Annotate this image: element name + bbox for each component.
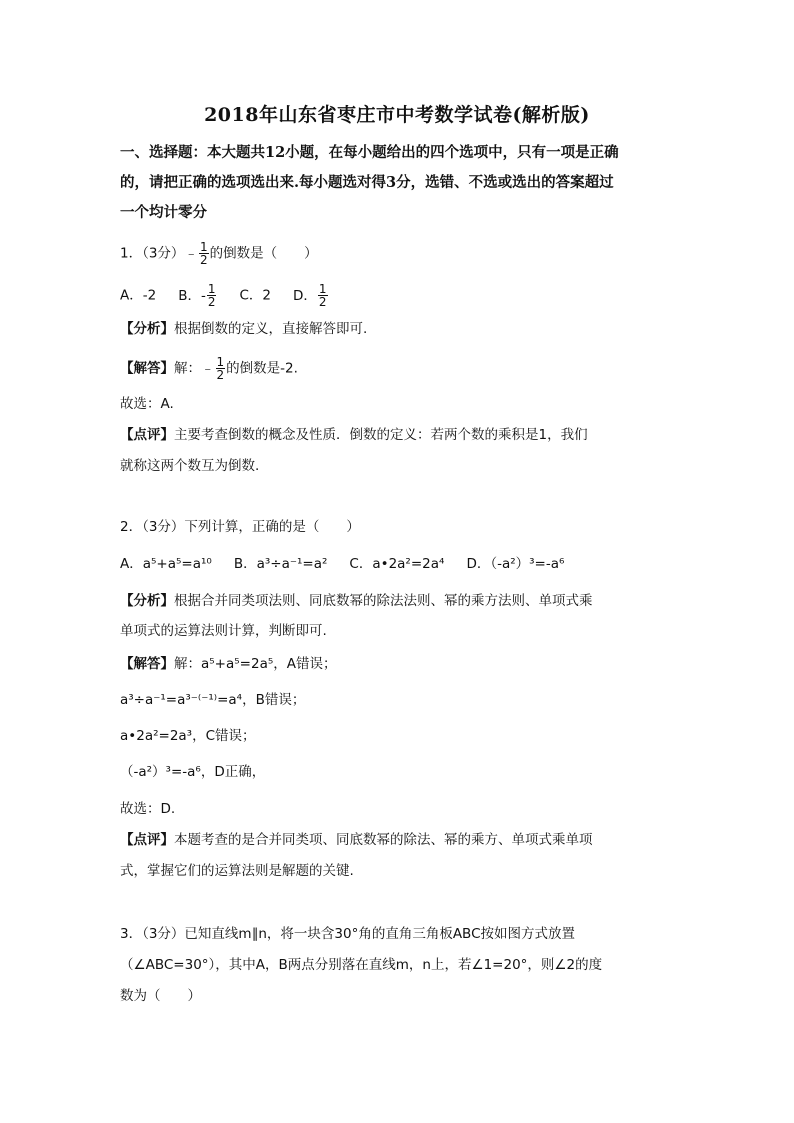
option-d-label: D． [293,287,317,304]
option-d [293,282,329,309]
fraction-denominator: 2 [216,368,225,382]
q1-comment-line-2: 就称这两个数互为倒数. [120,458,260,474]
q2-analysis-line-2: 单项式的运算法则计算，判断即可. [120,623,327,639]
question-1-stem [120,241,318,266]
fraction-denominator: 2 [318,295,327,309]
option-b: B．a³÷a⁻¹=a² [233,556,328,572]
analysis-text: 根据倒数的定义，直接解答即可. [174,321,368,337]
q2-choice: 故选：D. [120,801,176,817]
q1-comment [120,425,588,445]
page-title: 2018年山东省枣庄市中考数学试卷(解析版) [204,104,590,126]
fraction-numerator: 1 [199,240,208,254]
question-3-stem-line-2: （∠ABC=30°），其中A，B两点分别落在直线m，n上，若∠1=20°，则∠2的度 [120,957,603,973]
minus-sign: ﹣ [184,245,198,262]
q2-answer-line-2: a³÷a⁻¹=a³⁻⁽⁻¹⁾=a⁴，B错误； [120,692,306,708]
analysis-text: 根据合并同类项法则、同底数幂的除法法则、幂的乘方法则、单项式乘 [174,593,593,609]
option-a: A．-2 [120,287,157,304]
section-heading-line: 一个均计零分 [120,204,207,221]
q2-comment-line-2: 式，掌握它们的运算法则是解题的关键. [120,863,354,879]
fraction [199,241,209,266]
option-c: C．2 [239,287,271,304]
q2-answer-line-3: a•2a²=2a³，C错误； [120,728,256,744]
fraction-numerator: 1 [207,282,216,296]
analysis-tag: 【分析】 [120,593,174,609]
fraction [216,356,226,381]
q2-comment [120,830,593,850]
q2-answer-line-4: （-a²）³=-a⁶，D正确， [120,764,266,780]
question-2-stem: 2．（3分）下列计算，正确的是（ ） [120,519,360,535]
section-heading-line: 一、选择题：本大题共12小题，在每小题给出的四个选项中，只有一项是正确 [120,144,619,161]
fraction [207,283,217,308]
q1-choice: 故选：A. [120,396,174,412]
analysis-tag: 【分析】 [120,321,174,337]
answer-text: 解：﹣ [174,360,215,377]
option-c: C．a•2a²=2a⁴ [349,556,445,572]
answer-tag: 【解答】 [120,656,174,672]
fraction-denominator: 2 [199,253,208,267]
question-3-stem: 3．（3分）已知直线m∥n，将一块含30°角的直角三角板ABC按如图方式放置 [120,926,575,942]
section-heading-line: 的，请把正确的选项选出来.每小题选对得3分，选错、不选或选出的答案超过 [120,174,614,191]
q1-answer [120,356,298,381]
comment-text: 本题考查的是合并同类项、同底数幂的除法、幂的乘方、单项式乘单项 [174,832,593,848]
question-1-options [120,283,329,308]
q2-answer [120,654,337,674]
comment-text: 主要考查倒数的概念及性质．倒数的定义：若两个数的乘积是1，我们 [174,427,588,443]
question-3-stem-line-3: 数为（ ） [120,988,201,1004]
section-heading [120,138,680,228]
question-2-options [120,554,564,574]
fraction-numerator: 1 [216,355,225,369]
fraction-numerator: 1 [318,282,327,296]
option-a: A．a⁵+a⁵=a¹⁰ [120,556,212,572]
fraction-denominator: 2 [207,295,216,309]
fraction [318,283,328,308]
q1-analysis [120,319,367,339]
answer-tag: 【解答】 [120,360,174,377]
answer-text: 的倒数是-2. [226,360,298,377]
comment-tag: 【点评】 [120,427,174,443]
question-number: 1．（3分） [120,245,185,262]
comment-tag: 【点评】 [120,832,174,848]
option-b-label: B．- [178,287,206,304]
option-b [178,282,217,309]
answer-text: 解：a⁵+a⁵=2a⁵，A错误； [174,656,337,672]
question-text: 的倒数是（ ） [209,245,318,262]
q2-analysis [120,591,593,611]
option-d: D．（-a²）³=-a⁶ [466,556,565,572]
